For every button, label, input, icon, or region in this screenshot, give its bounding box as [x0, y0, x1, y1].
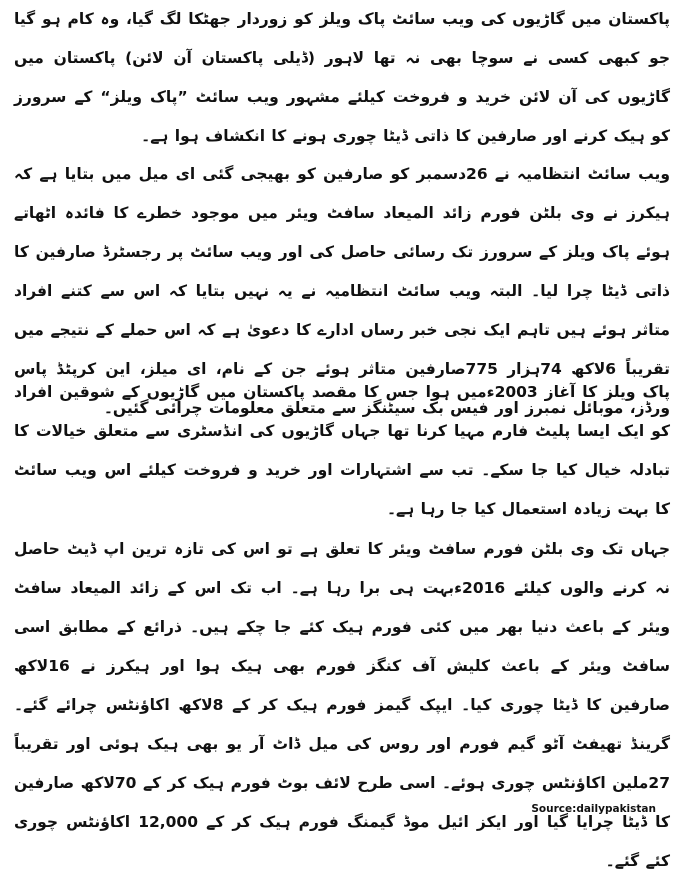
article-body [14, 0, 671, 870]
paragraph-breach-details: ویب سائٹ انتظامیہ نے 26دسمبر کو صارفین کو بھیجی گئی ای میل میں بتایا ہے کہ ہیکرز نے وی بلٹن فورم زائد المیعاد سافٹ ویئر میں موجود خطرے کا فائدہ اٹھاتے ہوئے پاک ویلز کے سرورز تک رسائی حاصل کی اور ویب سائٹ پر رجسٹرڈ صارفین کا ذاتی ڈیٹا چرا لیا۔ البتہ ویب سائٹ انتظامیہ نے یہ نہیں بتایا کہ اس سے کتنے افراد متاثر ہوئے ہیں تاہم ایک نجی خبر رساں ادارے کا دعویٰ ہے کہ اس حملے کے نتیجے میں تقریباً 6لاکھ 74ہزار 775صارفین متاثر ہوئے جن کے نام، ای میلز، این کرپٹڈ پاس ورڈز، موبائل نمبرز اور فیس بک سیٹنگز سے متعلق معلومات چرائی گئیں۔ [14, 165, 671, 417]
paragraph-site-history: پاک ویلز کا آغاز 2003ءمیں ہوا جس کا مقصد پاکستان میں گاڑیوں کے شوقین افراد کو ایک ایسا پلیٹ فارم مہیا کرنا تھا جہاں گاڑیوں کی انڈسٹری سے متعلق خیالات کا تبادلہ خیال کیا جا سکے۔ تب سے اشتہارات اور خرید و فروخت کیلئے اس ویب سائٹ کا بہت زیادہ استعمال کیا جا رہا ہے۔ [14, 383, 670, 518]
paragraph-intro: پاکستان میں گاڑیوں کی ویب سائٹ پاک ویلز کو زوردار جھٹکا لگ گیا، وہ کام ہو گیا جو کبھی کسی نے سوچا بھی نہ تھا لاہور (ڈیلی پاکستان آن لائن) پاکستان میں گاڑیوں کی آن لائن خرید و فروخت کیلئے مشہور ویب سائٹ ”پاک ویلز“ کے سرورز کو ہیک کرنے اور صارفین کا ذاتی ڈیٹا چوری ہونے کا انکشاف ہوا ہے۔ [14, 10, 670, 145]
source-credit: Source:dailypakistan [531, 803, 656, 815]
paragraph-vbulletin-hacks: جہاں تک وی بلٹن فورم سافٹ ویئر کا تعلق ہے تو اس کی تازہ ترین اپ ڈیٹ حاصل نہ کرنے والوں کیلئے 2016ءبہت ہی برا رہا ہے۔ اب تک اس کے زائد المیعاد سافٹ ویئر کے باعث دنیا بھر میں کئی فورم ہیک کئے جا چکے ہیں۔ ذرائع کے مطابق اسی سافٹ ویئر کے باعث کلیش آف کنگز فورم بھی ہیک ہوا اور ہیکرز نے 16لاکھ صارفین کا ڈیٹا چوری کیا۔ ایپک گیمز فورم ہیک کر کے 8لاکھ اکاﺅنٹس چرائے گئے۔ گرینڈ تھیفٹ آٹو گیم فورم اور روس کی میل ڈاٹ آر یو بھی ہیک ہوئی اور تقریباً 27ملین اکاﺅنٹس چوری ہوئے۔ اسی طرح لائف بوٹ فورم ہیک کر کے 70لاکھ صارفین کا ڈیٹا چرایا گیا اور ایکز ائیل موڈ گیمنگ فورم ہیک کر کے 12,000 اکاﺅنٹس چوری کئے گئے۔ [14, 540, 670, 870]
